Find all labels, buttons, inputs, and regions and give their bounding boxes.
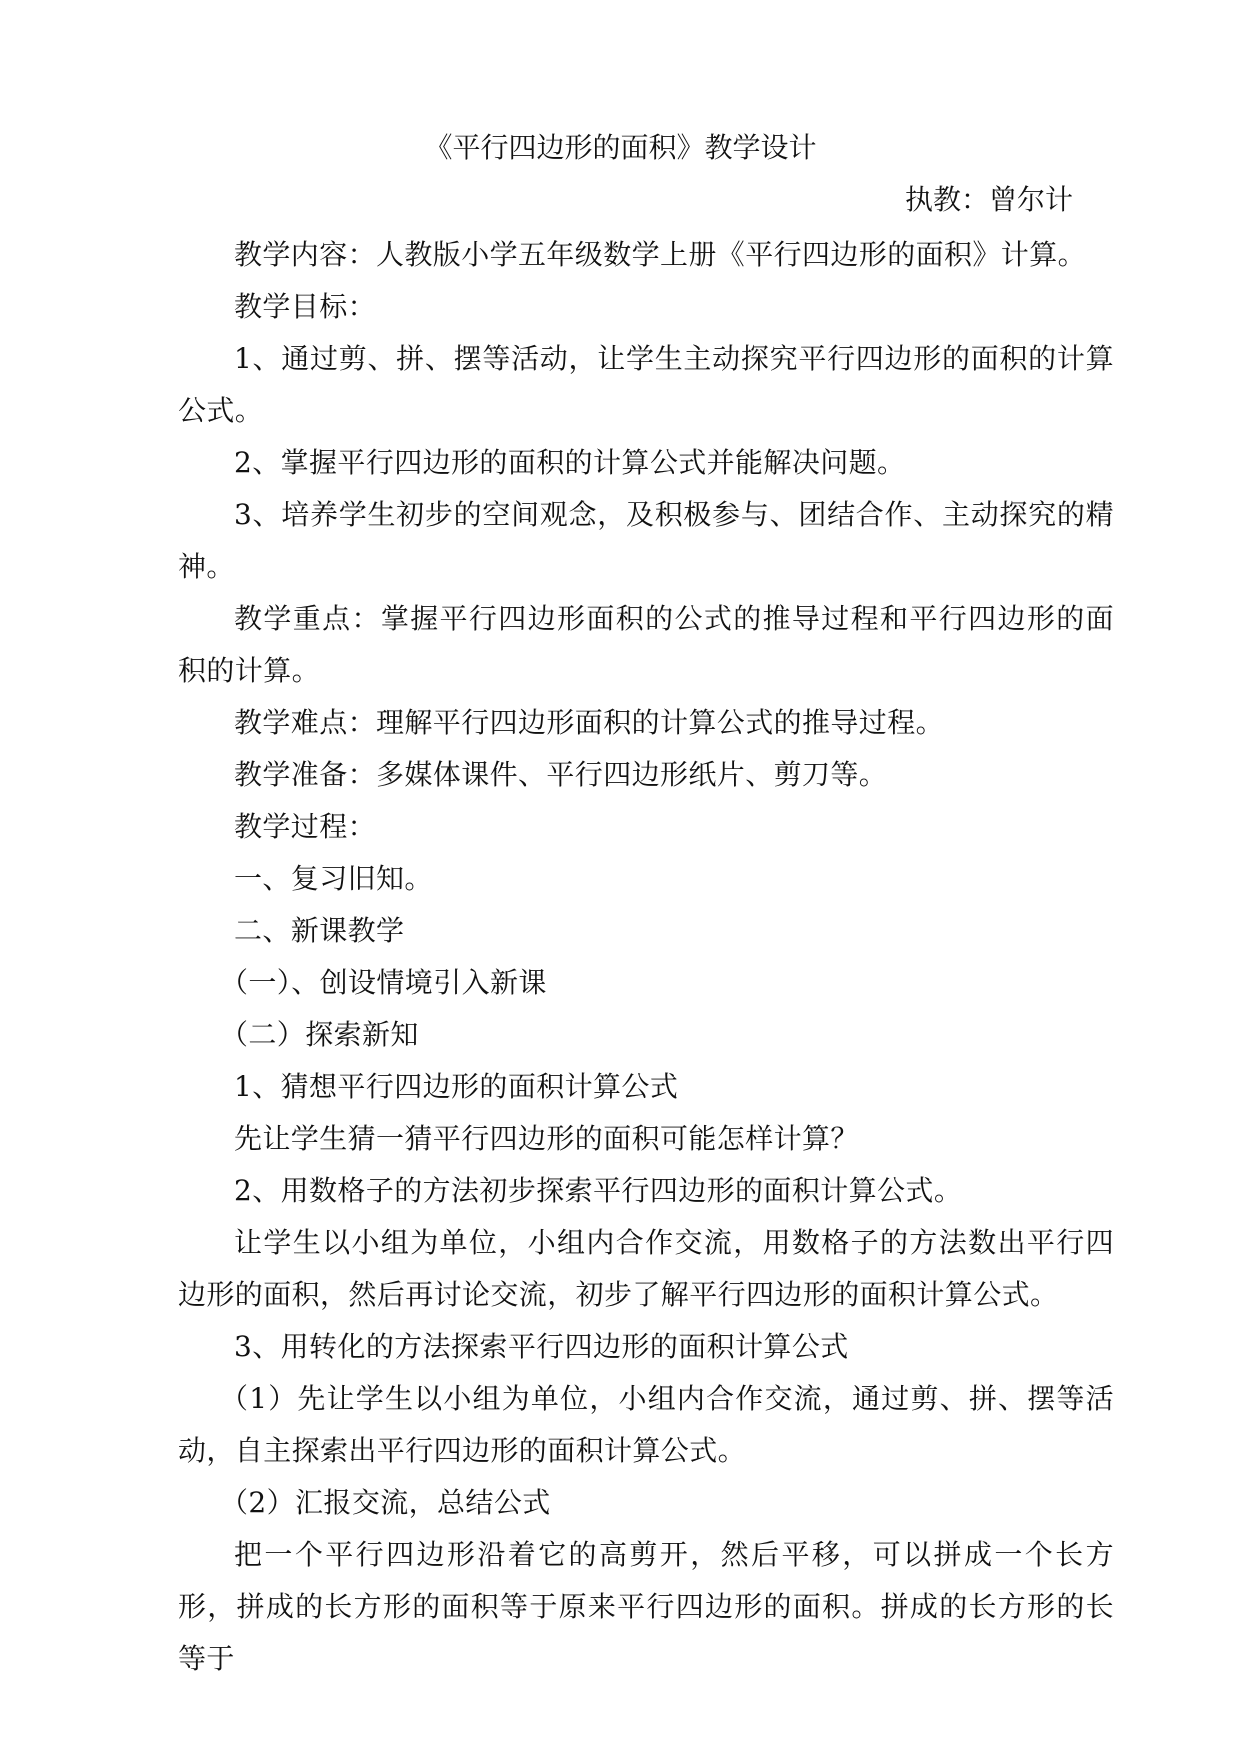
paragraph-goal-1: 1、通过剪、拼、摆等活动，让学生主动探究平行四边形的面积的计算公式。 — [178, 342, 1114, 427]
paragraph-goal-2: 2、掌握平行四边形的面积的计算公式并能解决问题。 — [234, 446, 906, 479]
paragraph-teaching-goals-heading: 教学目标： — [234, 290, 377, 323]
paragraph-teaching-content: 教学内容：人教版小学五年级数学上册《平行四边形的面积》计算。 — [234, 238, 1087, 271]
paragraph-step-2-detail: 让学生以小组为单位，小组内合作交流，用数格子的方法数出平行四边形的面积，然后再讨论交流，初步了解平行四边形的面积计算公式。 — [178, 1226, 1114, 1311]
paragraph-preparation: 教学准备：多媒体课件、平行四边形纸片、剪刀等。 — [234, 758, 888, 791]
document-body — [178, 229, 1114, 1685]
paragraph-key-points: 教学重点：掌握平行四边形面积的公式的推导过程和平行四边形的面积的计算。 — [178, 602, 1114, 687]
paragraph-subsection-1: （一）、创设情境引入新课 — [220, 966, 547, 999]
paragraph-process-heading: 教学过程： — [234, 810, 377, 843]
paragraph-step-2: 2、用数格子的方法初步探索平行四边形的面积计算公式。 — [234, 1174, 963, 1207]
document-title: 《平行四边形的面积》教学设计 — [424, 131, 817, 164]
paragraph-subsection-2: （二）探索新知 — [220, 1018, 419, 1051]
paragraph-goal-3: 3、培养学生初步的空间观念，及积极参与、团结合作、主动探究的精神。 — [178, 498, 1114, 583]
paragraph-step-3-part-1: （1）先让学生以小组为单位，小组内合作交流，通过剪、拼、摆等活动，自主探索出平行四边形的面积计算公式。 — [178, 1382, 1114, 1467]
paragraph-step-1-detail: 先让学生猜一猜平行四边形的面积可能怎样计算？ — [234, 1122, 859, 1155]
paragraph-step-3: 3、用转化的方法探索平行四边形的面积计算公式 — [234, 1330, 849, 1363]
paragraph-step-1: 1、猜想平行四边形的面积计算公式 — [234, 1070, 679, 1103]
author-line: 执教：曾尔计 — [904, 183, 1073, 216]
paragraph-derivation: 把一个平行四边形沿着它的高剪开，然后平移，可以拼成一个长方形，拼成的长方形的面积等于原来平行四边形的面积。拼成的长方形的长等于 — [178, 1538, 1114, 1675]
paragraph-step-3-part-2: （2）汇报交流，总结公式 — [220, 1486, 551, 1519]
paragraph-difficulties: 教学难点：理解平行四边形面积的计算公式的推导过程。 — [234, 706, 945, 739]
paragraph-section-new-lesson: 二、新课教学 — [234, 914, 405, 947]
paragraph-section-review: 一、复习旧知。 — [234, 862, 433, 895]
